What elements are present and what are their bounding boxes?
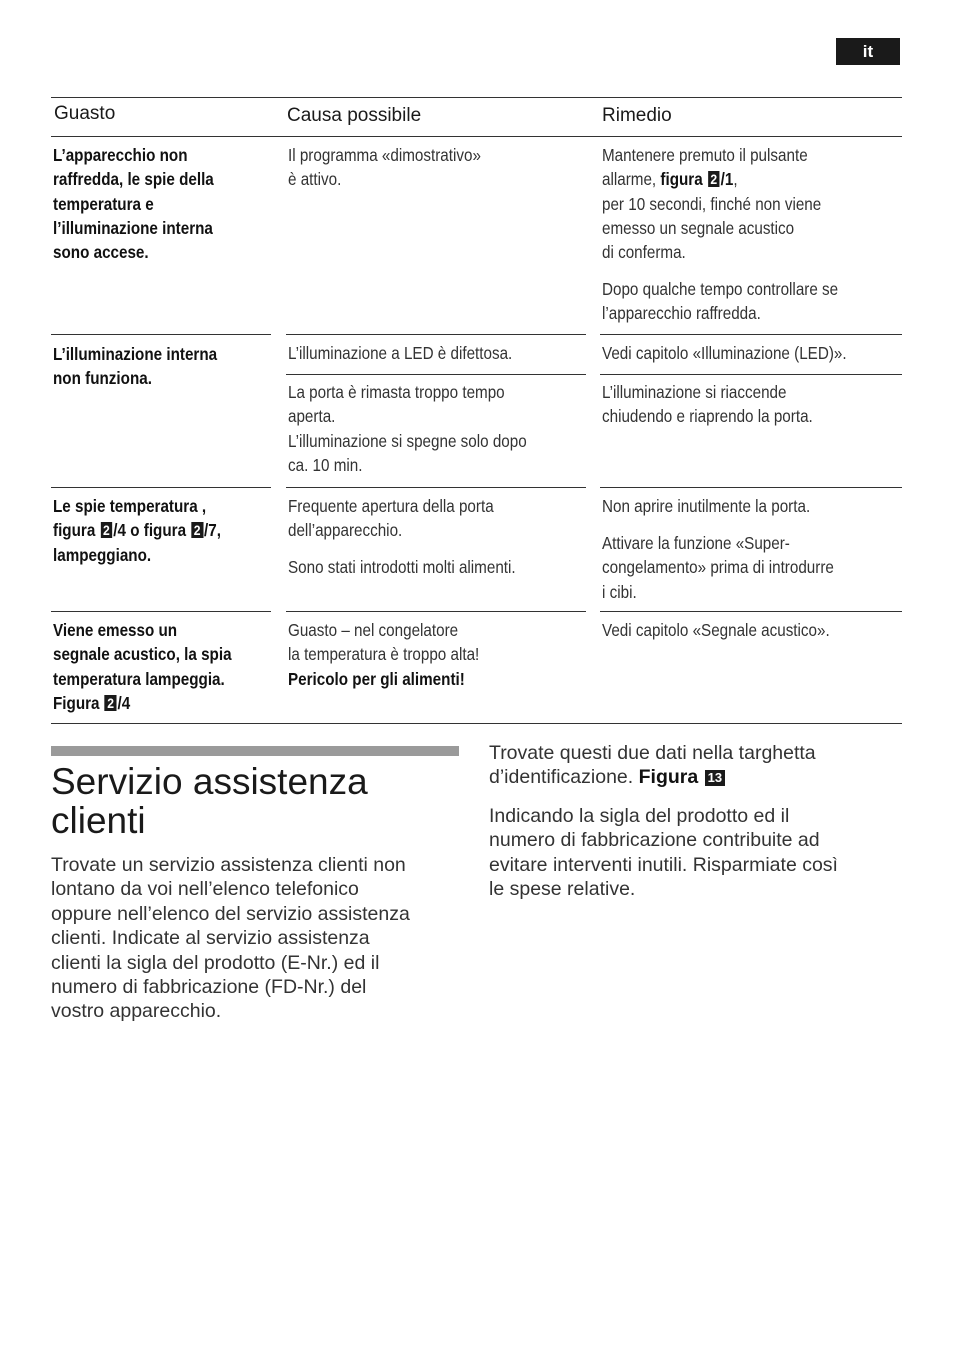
row1-remedy-b: Dopo qualche tempo controllare se l’apparecchio raffredda. <box>602 279 839 324</box>
row3-fault: Le spie temperatura , figura 2 /4 o figura 2 /7, lampeggiano. <box>53 496 221 565</box>
row1-fault: L’apparecchio non raffredda, le spie della temperatura e l’illuminazione interna sono accese. <box>53 145 214 263</box>
row3-cause-1: Frequente apertura della porta dell’apparecchio. <box>288 496 494 541</box>
row4-fault: Viene emesso un segnale acustico, la spia temperatura lampeggia. Figura 2 /4 <box>53 620 232 713</box>
row1-rule-col3 <box>600 334 902 335</box>
row2-sub-rule-col2 <box>286 374 586 375</box>
figure-2-icon: 2 <box>105 695 117 711</box>
figure-2-icon: 2 <box>708 171 720 187</box>
row2-fault: L’illuminazione interna non funziona. <box>53 344 218 389</box>
row4-remedy: Vedi capitolo «Segnale acustico». <box>602 620 830 640</box>
row2-cause-1: L’illuminazione a LED è difettosa. <box>288 343 513 363</box>
row3-rule-col1 <box>51 611 271 612</box>
row1-rule-col1 <box>51 334 271 335</box>
figure-2-icon: 2 <box>191 522 203 538</box>
right-paragraph-1: Trovate questi due dati nella targhetta d’identificazione. Figura 13 <box>489 742 816 789</box>
left-paragraph: Trovate un servizio assistenza clienti non lontano da voi nell’elenco telefonico oppure nell’elenco del servizio assistenza clienti. Indicate al servizio assistenza clienti la sigla del prodotto (E-Nr.) ed il numero di fabbricazione (FD-Nr.) del vostro apparecchio. <box>51 854 410 1023</box>
header-rule <box>51 136 902 137</box>
row1-cause: Il programma «dimostrativo» è attivo. <box>288 145 481 190</box>
row1-remedy-a: Mantenere premuto il pulsante allarme, figura 2 /1, per 10 secondi, finché non viene emesso un segnale acustico di conferma. <box>602 145 822 263</box>
row3-remedy-1: Non aprire inutilmente la porta. <box>602 496 811 516</box>
language-tag: it <box>836 38 900 65</box>
row2-cause-2: La porta è rimasta troppo tempo aperta. L’illuminazione si spegne solo dopo ca. 10 min. <box>288 382 527 475</box>
row1-rule-col2 <box>286 334 586 335</box>
row4-cause: Guasto – nel congelatore la temperatura è troppo alta! Pericolo per gli alimenti! <box>288 620 480 689</box>
row2-remedy-1: Vedi capitolo «Illuminazione (LED)». <box>602 343 847 363</box>
row2-rule-col2 <box>286 487 586 488</box>
right-paragraph-2: Indicando la sigla del prodotto ed il numero di fabbricazione contribuite ad evitare interventi inutili. Risparmiate così le spese relative. <box>489 805 838 901</box>
row2-rule-col3 <box>600 487 902 488</box>
row2-remedy-2: L’illuminazione si riaccende chiudendo e riaprendo la porta. <box>602 382 813 427</box>
table-bottom-rule <box>51 723 902 724</box>
section-bar <box>51 746 459 756</box>
header-rimedio: Rimedio <box>602 105 672 126</box>
section-title: Servizio assistenza clienti <box>51 761 368 841</box>
row3-remedy-2: Attivare la funzione «Super- congelamento» prima di introdurre i cibi. <box>602 533 834 602</box>
row2-rule-col1 <box>51 487 271 488</box>
figure-13-icon: 13 <box>705 770 725 786</box>
table-top-rule <box>51 97 902 98</box>
header-guasto: Guasto <box>54 103 116 124</box>
row2-sub-rule-col3 <box>600 374 902 375</box>
header-causa: Causa possibile <box>287 105 422 126</box>
row3-rule-col3 <box>600 611 902 612</box>
figure-2-icon: 2 <box>100 522 112 538</box>
row3-rule-col2 <box>286 611 586 612</box>
row3-cause-2: Sono stati introdotti molti alimenti. <box>288 557 516 577</box>
